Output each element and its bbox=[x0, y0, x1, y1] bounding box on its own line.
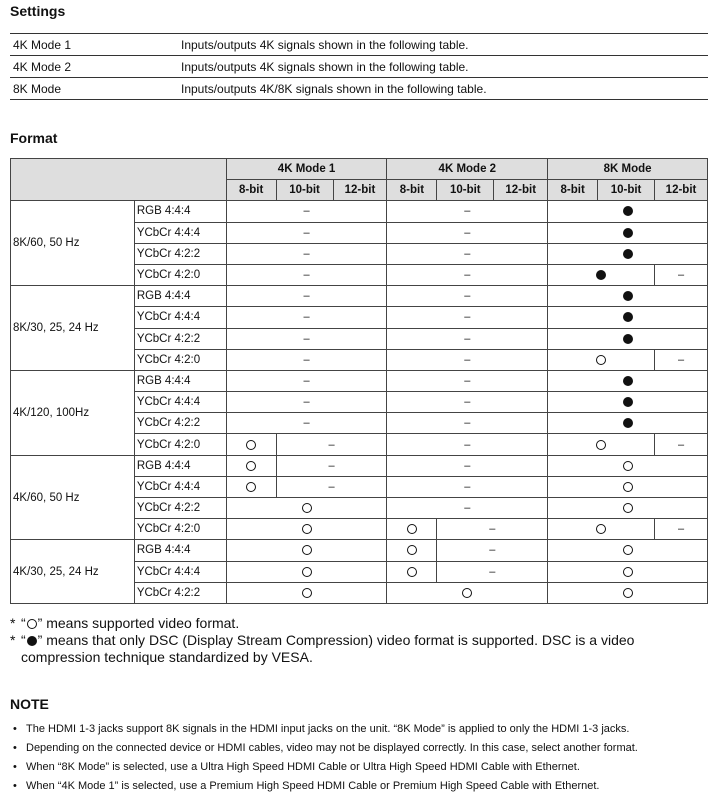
color-format-label: YCbCr 4:2:2 bbox=[134, 498, 226, 519]
settings-mode: 4K Mode 2 bbox=[10, 56, 178, 78]
open-circle-icon bbox=[246, 440, 256, 450]
dash-mark: – bbox=[464, 480, 471, 493]
open-circle-icon bbox=[302, 503, 312, 513]
support-cell bbox=[226, 349, 387, 370]
support-cell bbox=[276, 434, 387, 455]
color-format-label: YCbCr 4:2:0 bbox=[134, 519, 226, 540]
support-cell bbox=[226, 307, 387, 328]
support-cell bbox=[387, 392, 548, 413]
support-cell bbox=[387, 498, 548, 519]
support-cell bbox=[226, 476, 276, 497]
settings-heading: Settings bbox=[10, 3, 66, 19]
dash-mark: – bbox=[464, 417, 471, 430]
support-cell bbox=[437, 519, 548, 540]
support-cell bbox=[548, 582, 708, 603]
support-cell bbox=[655, 264, 708, 285]
dash-mark: – bbox=[303, 417, 310, 430]
format-row bbox=[11, 286, 708, 307]
signal-group-label: 8K/30, 25, 24 Hz bbox=[11, 286, 135, 371]
note-list bbox=[10, 720, 710, 796]
bit-header: 10-bit bbox=[598, 180, 655, 201]
open-circle-icon bbox=[407, 545, 417, 555]
settings-row bbox=[10, 78, 708, 100]
support-cell bbox=[226, 264, 387, 285]
signal-group-label: 4K/120, 100Hz bbox=[11, 370, 135, 455]
support-cell bbox=[548, 222, 708, 243]
dash-mark: – bbox=[677, 353, 685, 366]
color-format-label: RGB 4:4:4 bbox=[134, 286, 226, 307]
color-format-label: RGB 4:4:4 bbox=[134, 370, 226, 391]
settings-desc: Inputs/outputs 4K signals shown in the following table. bbox=[178, 56, 708, 78]
support-cell bbox=[548, 519, 655, 540]
note-item: • When “8K Mode” is selected, use a Ultra High Speed HDMI Cable or Ultra High Speed HDMI Cable with Ethernet. bbox=[10, 758, 710, 777]
support-cell bbox=[387, 413, 548, 434]
settings-mode: 8K Mode bbox=[10, 78, 178, 100]
signal-group-label: 8K/60, 50 Hz bbox=[11, 201, 135, 286]
support-cell bbox=[548, 243, 708, 264]
support-cell bbox=[548, 286, 708, 307]
support-cell bbox=[226, 392, 387, 413]
footnote-star: * bbox=[10, 615, 16, 631]
open-circle-icon bbox=[623, 567, 633, 577]
filled-circle-icon bbox=[623, 397, 633, 407]
support-cell bbox=[548, 540, 708, 561]
open-circle-icon bbox=[623, 545, 633, 555]
support-cell bbox=[226, 413, 387, 434]
support-cell bbox=[226, 455, 276, 476]
filled-circle-icon bbox=[623, 206, 633, 216]
open-circle-icon bbox=[596, 524, 606, 534]
settings-desc: Inputs/outputs 4K signals shown in the following table. bbox=[178, 34, 708, 56]
support-cell bbox=[387, 222, 548, 243]
footnotes bbox=[10, 615, 710, 666]
support-cell bbox=[548, 370, 708, 391]
support-cell bbox=[548, 413, 708, 434]
format-row bbox=[11, 201, 708, 222]
support-cell bbox=[387, 243, 548, 264]
open-circle-icon bbox=[302, 567, 312, 577]
support-cell bbox=[226, 582, 387, 603]
open-circle-icon bbox=[623, 461, 633, 471]
support-cell bbox=[387, 349, 548, 370]
support-cell bbox=[387, 307, 548, 328]
format-row bbox=[11, 540, 708, 561]
footnote-quote: “ bbox=[21, 632, 26, 648]
filled-circle-icon bbox=[623, 291, 633, 301]
support-cell bbox=[226, 201, 387, 222]
support-cell bbox=[655, 434, 708, 455]
color-format-label: YCbCr 4:4:4 bbox=[134, 307, 226, 328]
format-row bbox=[11, 370, 708, 391]
support-cell bbox=[387, 455, 548, 476]
dash-mark: – bbox=[303, 269, 310, 282]
dash-mark: – bbox=[464, 438, 471, 451]
support-cell bbox=[548, 434, 655, 455]
color-format-label: YCbCr 4:2:2 bbox=[134, 413, 226, 434]
support-cell bbox=[226, 519, 387, 540]
footnote-supported bbox=[10, 615, 710, 632]
open-circle-icon bbox=[596, 440, 606, 450]
filled-circle-icon bbox=[623, 312, 633, 322]
note-item: • Depending on the connected device or HDMI cables, video may not be displayed correctly. In this case, select another format. bbox=[10, 739, 710, 758]
bit-header: 12-bit bbox=[655, 180, 708, 201]
support-cell bbox=[226, 222, 387, 243]
footnote-text: ” means supported video format. bbox=[37, 615, 240, 631]
dash-mark: – bbox=[303, 226, 310, 239]
dash-mark: – bbox=[464, 332, 471, 345]
color-format-label: YCbCr 4:2:2 bbox=[134, 582, 226, 603]
footnote-star: * bbox=[10, 632, 16, 648]
dash-mark: – bbox=[677, 269, 685, 282]
support-cell bbox=[387, 519, 437, 540]
open-circle-icon bbox=[302, 545, 312, 555]
dash-mark: – bbox=[464, 311, 471, 324]
filled-circle-icon bbox=[623, 334, 633, 344]
support-cell bbox=[387, 370, 548, 391]
support-cell bbox=[387, 540, 437, 561]
color-format-label: RGB 4:4:4 bbox=[134, 455, 226, 476]
note-item: • The HDMI 1-3 jacks support 8K signals in the HDMI input jacks on the unit. “8K Mode” is applied to only the HDMI 1-3 jacks. bbox=[10, 720, 710, 739]
dash-mark: – bbox=[464, 269, 471, 282]
footnote-dsc bbox=[10, 632, 710, 666]
mode-header: 8K Mode bbox=[548, 159, 708, 180]
color-format-label: RGB 4:4:4 bbox=[134, 201, 226, 222]
format-table bbox=[10, 158, 708, 604]
support-cell bbox=[226, 370, 387, 391]
open-circle-icon bbox=[623, 588, 633, 598]
filled-circle-icon bbox=[27, 636, 37, 646]
bit-header: 8-bit bbox=[387, 180, 437, 201]
settings-row bbox=[10, 56, 708, 78]
open-circle-icon bbox=[302, 588, 312, 598]
support-cell bbox=[387, 582, 548, 603]
support-cell bbox=[226, 540, 387, 561]
mode-header: 4K Mode 2 bbox=[387, 159, 548, 180]
dash-mark: – bbox=[303, 332, 310, 345]
color-format-label: YCbCr 4:4:4 bbox=[134, 476, 226, 497]
color-format-label: YCbCr 4:2:0 bbox=[134, 264, 226, 285]
color-format-label: YCbCr 4:4:4 bbox=[134, 561, 226, 582]
support-cell bbox=[226, 243, 387, 264]
dash-mark: – bbox=[303, 396, 310, 409]
support-cell bbox=[276, 476, 387, 497]
support-cell bbox=[276, 455, 387, 476]
open-circle-icon bbox=[246, 482, 256, 492]
format-heading: Format bbox=[10, 130, 58, 146]
note-item: • When “4K Mode 1” is selected, use a Premium High Speed HDMI Cable or Premium High Speed Cable with Ethernet. bbox=[10, 777, 710, 796]
dash-mark: – bbox=[464, 353, 471, 366]
open-circle-icon bbox=[623, 482, 633, 492]
dash-mark: – bbox=[489, 565, 496, 578]
filled-circle-icon bbox=[623, 418, 633, 428]
support-cell bbox=[548, 307, 708, 328]
color-format-label: YCbCr 4:4:4 bbox=[134, 392, 226, 413]
support-cell bbox=[226, 328, 387, 349]
support-cell bbox=[548, 455, 708, 476]
dash-mark: – bbox=[464, 459, 471, 472]
bit-header: 12-bit bbox=[494, 180, 548, 201]
filled-circle-icon bbox=[623, 376, 633, 386]
color-format-label: RGB 4:4:4 bbox=[134, 540, 226, 561]
dash-mark: – bbox=[464, 226, 471, 239]
color-format-label: YCbCr 4:2:2 bbox=[134, 243, 226, 264]
support-cell bbox=[387, 561, 437, 582]
support-cell bbox=[548, 201, 708, 222]
color-format-label: YCbCr 4:2:0 bbox=[134, 434, 226, 455]
support-cell bbox=[226, 434, 276, 455]
support-cell bbox=[387, 434, 548, 455]
support-cell bbox=[548, 349, 655, 370]
dash-mark: – bbox=[303, 247, 310, 260]
support-cell bbox=[655, 349, 708, 370]
dash-mark: – bbox=[489, 523, 496, 536]
dash-mark: – bbox=[464, 374, 471, 387]
mode-header: 4K Mode 1 bbox=[226, 159, 387, 180]
support-cell bbox=[655, 519, 708, 540]
filled-circle-icon bbox=[623, 249, 633, 259]
settings-table bbox=[10, 33, 708, 100]
support-cell bbox=[548, 498, 708, 519]
support-cell bbox=[548, 476, 708, 497]
support-cell bbox=[387, 201, 548, 222]
settings-row bbox=[10, 34, 708, 56]
support-cell bbox=[226, 498, 387, 519]
dash-mark: – bbox=[328, 459, 335, 472]
dash-mark: – bbox=[328, 438, 335, 451]
settings-mode: 4K Mode 1 bbox=[10, 34, 178, 56]
bit-header: 10-bit bbox=[276, 180, 333, 201]
dash-mark: – bbox=[677, 523, 685, 536]
support-cell bbox=[226, 286, 387, 307]
dash-mark: – bbox=[489, 544, 496, 557]
dash-mark: – bbox=[303, 374, 310, 387]
dash-mark: – bbox=[677, 438, 685, 451]
support-cell bbox=[437, 561, 548, 582]
corner-header bbox=[11, 159, 227, 201]
filled-circle-icon bbox=[596, 270, 606, 280]
color-format-label: YCbCr 4:2:0 bbox=[134, 349, 226, 370]
support-cell bbox=[387, 286, 548, 307]
dash-mark: – bbox=[303, 290, 310, 303]
support-cell bbox=[387, 264, 548, 285]
dash-mark: – bbox=[303, 205, 310, 218]
dash-mark: – bbox=[303, 353, 310, 366]
support-cell bbox=[548, 392, 708, 413]
open-circle-icon bbox=[623, 503, 633, 513]
footnote-quote: “ bbox=[21, 615, 26, 631]
bit-header: 10-bit bbox=[437, 180, 494, 201]
support-cell bbox=[387, 328, 548, 349]
signal-group-label: 4K/30, 25, 24 Hz bbox=[11, 540, 135, 604]
dash-mark: – bbox=[464, 502, 471, 515]
format-row bbox=[11, 455, 708, 476]
dash-mark: – bbox=[303, 311, 310, 324]
support-cell bbox=[548, 561, 708, 582]
dash-mark: – bbox=[464, 247, 471, 260]
bit-header: 8-bit bbox=[548, 180, 598, 201]
filled-circle-icon bbox=[623, 228, 633, 238]
footnote-text: ” means that only DSC (Display Stream Compression) video format is supported. DSC is a video compression technique standardized by VESA. bbox=[21, 632, 635, 665]
bit-header: 12-bit bbox=[333, 180, 387, 201]
signal-group-label: 4K/60, 50 Hz bbox=[11, 455, 135, 540]
support-cell bbox=[548, 264, 655, 285]
open-circle-icon bbox=[302, 524, 312, 534]
open-circle-icon bbox=[407, 524, 417, 534]
bit-header: 8-bit bbox=[226, 180, 276, 201]
open-circle-icon bbox=[462, 588, 472, 598]
dash-mark: – bbox=[464, 205, 471, 218]
settings-desc: Inputs/outputs 4K/8K signals shown in the following table. bbox=[178, 78, 708, 100]
color-format-label: YCbCr 4:2:2 bbox=[134, 328, 226, 349]
color-format-label: YCbCr 4:4:4 bbox=[134, 222, 226, 243]
dash-mark: – bbox=[328, 480, 335, 493]
open-circle-icon bbox=[27, 619, 37, 629]
support-cell bbox=[437, 540, 548, 561]
note-heading: NOTE bbox=[10, 696, 49, 712]
support-cell bbox=[226, 561, 387, 582]
open-circle-icon bbox=[246, 461, 256, 471]
support-cell bbox=[548, 328, 708, 349]
dash-mark: – bbox=[464, 290, 471, 303]
open-circle-icon bbox=[407, 567, 417, 577]
dash-mark: – bbox=[464, 396, 471, 409]
support-cell bbox=[387, 476, 548, 497]
open-circle-icon bbox=[596, 355, 606, 365]
